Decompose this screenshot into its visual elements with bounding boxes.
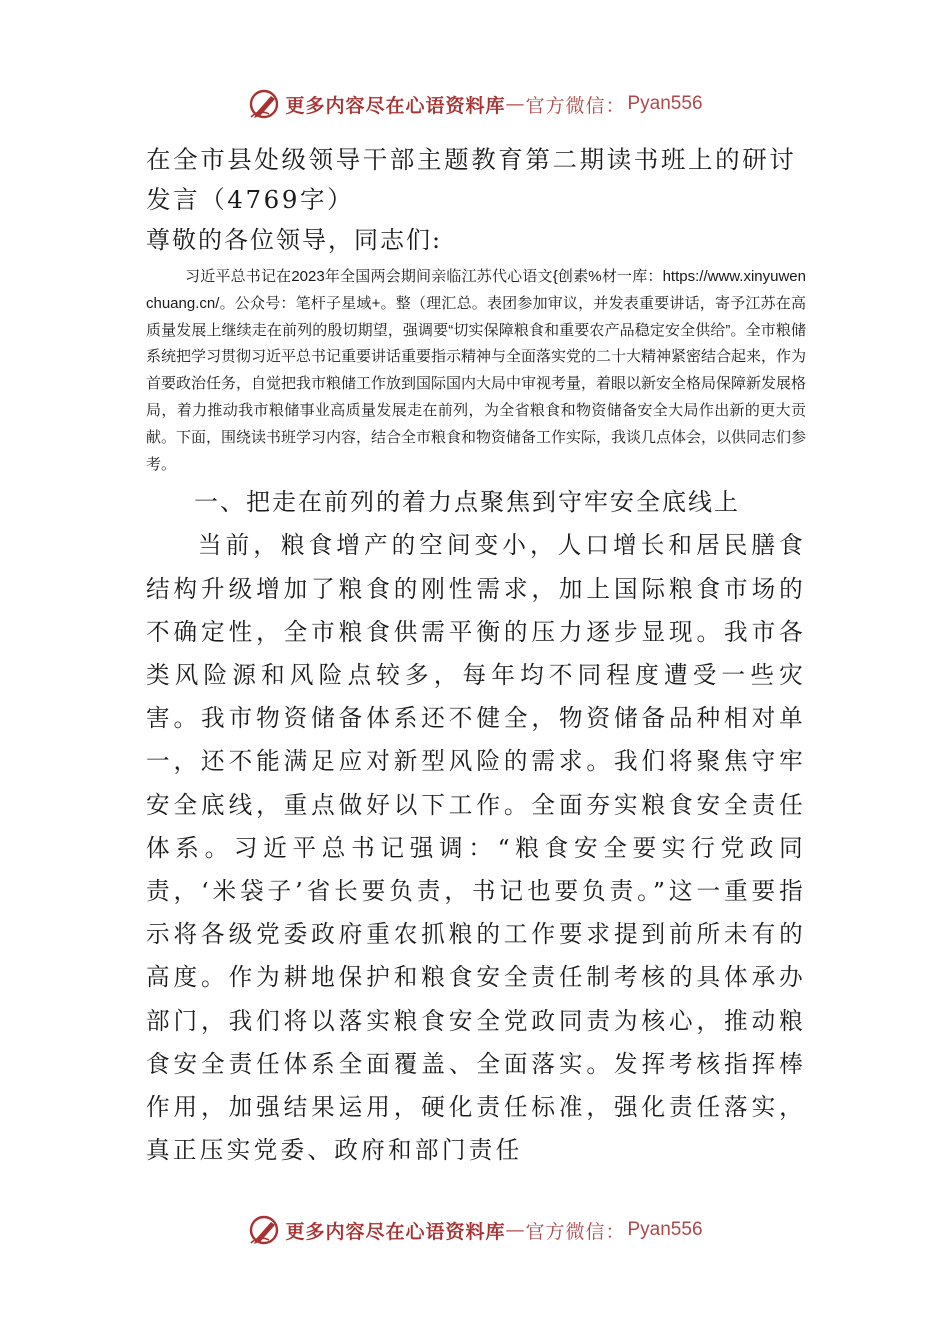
watermark-dash: — bbox=[505, 93, 526, 115]
document-title: 在全市县处级领导干部主题教育第二期读书班上的研讨发言（4769字） bbox=[146, 145, 797, 214]
watermark-handle: Pyan556 bbox=[627, 1219, 703, 1240]
watermark-sub-text: 官方微信： bbox=[525, 1220, 626, 1243]
section-heading: 一、把走在前列的着力点聚焦到守牢安全底线上 bbox=[194, 488, 740, 517]
watermark-banner-top bbox=[0, 84, 950, 124]
watermark-handle: Pyan556 bbox=[627, 93, 703, 114]
watermark-main-text: 更多内容尽在心语资料库 bbox=[285, 94, 506, 117]
watermark-sub-text: 官方微信： bbox=[525, 94, 626, 117]
pen-logo-icon bbox=[247, 87, 283, 121]
watermark-main-text: 更多内容尽在心语资料库 bbox=[285, 1220, 506, 1243]
pen-logo-icon bbox=[247, 1213, 283, 1247]
watermark-banner-bottom bbox=[0, 1210, 950, 1250]
body-paragraph: 当前，粮食增产的空间变小，人口增长和居民膳食结构升级增加了粮食的刚性需求，加上国际粮食市场的不确定性，全市粮食供需平衡的压力逐步显现。我市各类风险源和风险点较多，每年均不同程度遭受一些灾害。我市物资储备体系还不健全，物资储备品种相对单一，还不能满足应对新型风险的需求。我们将聚焦守牢安全底线，重点做好以下工作。全面夯实粮食安全责任体系。习近平总书记强调：“粮食安全要实行党政同责，‘米袋子’省长要负责，书记也要负责。”这一重要指示将各级党委政府重农抓粮的工作要求提到前所未有的高度。作为耕地保护和粮食安全责任制考核的具体承办部门，我们将以落实粮食安全党政同责为核心，推动粮食安全责任体系全面覆盖、全面落实。发挥考核指挥棒作用，加强结果运用，硬化责任标准，强化责任落实，真正压实党委、政府和部门责任 bbox=[146, 531, 806, 1165]
document-body bbox=[146, 140, 806, 1172]
watermark-dash: — bbox=[505, 1219, 526, 1241]
intro-paragraph: 习近平总书记在2023年全国两会期间亲临江苏代心语文{创素%材一库：https://www.xinyuwenchuang.cn/。公众号：笔杆子星域+。整（理汇总。表团参加审议，并发表重要讲话，寄予江苏在高质量发展上继续走在前列的殷切期望，强调要“切实保障粮食和重要农产品稳定安全供给”。全市粮储系统把学习贯彻习近平总书记重要讲话重要指示精神与全面落实党的二十大精神紧密结合起来，作为首要政治任务，自觉把我市粮储工作放到国际国内大局中审视考量，着眼以新安全格局保障新发展格局，着力推动我市粮储事业高质量发展走在前列，为全省粮食和物资储备安全大局作出新的更大贡献。下面，围绕读书班学习内容，结合全市粮食和物资储备工作实际，我谈几点体会，以供同志们参考。 bbox=[146, 268, 807, 473]
salutation: 尊敬的各位领导，同志们: bbox=[146, 226, 443, 254]
